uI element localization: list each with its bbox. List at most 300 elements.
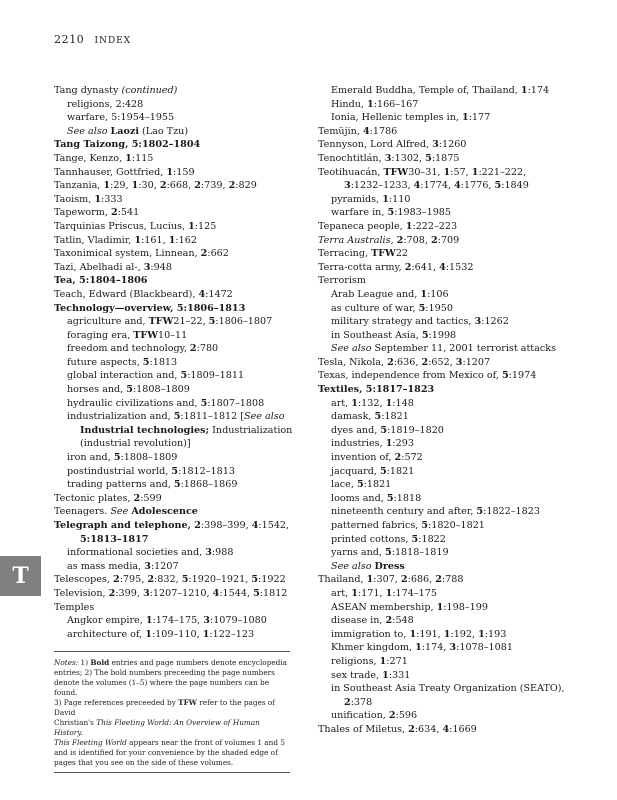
index-subentry [318, 601, 568, 615]
entry-text-run: :1922 [258, 574, 286, 586]
entry-text-run: :662 [207, 248, 229, 260]
entry-text-run: 1 [443, 166, 451, 178]
index-subentry [54, 98, 294, 112]
entry-text-run: :1875 [431, 152, 460, 164]
index-entry [318, 125, 568, 139]
entry-text-run: 5 [425, 152, 432, 164]
entry-text-run: 1 [520, 85, 528, 96]
index-subentry [318, 519, 568, 533]
entry-text-run: :57, [450, 166, 472, 178]
entry-text-run: :162 [175, 234, 197, 246]
entry-text-run: 1 [202, 628, 210, 640]
entry-text-run: 2 [396, 234, 404, 246]
entry-text-run: Emerald Buddha, Temple of, Thailand, [331, 85, 521, 96]
index-subentry [54, 628, 294, 642]
entry-text-run: 1) [78, 658, 91, 667]
entry-text-run: Tannhauser, Gottfried, [54, 166, 167, 178]
entry-text-run: and is identified for your convenience by the shaded edge of [54, 748, 278, 757]
entry-text-run: :1207 [462, 356, 491, 368]
entry-text-run: :1950 [425, 302, 453, 314]
entry-text-run: 1 [382, 193, 389, 205]
index-entry [54, 234, 294, 248]
entry-text-run: denote the volumes (1–5) where the page numbers can be found. [54, 678, 270, 697]
index-entry [318, 723, 568, 737]
entry-text-run: :271 [386, 655, 408, 667]
entry-text-run: :988 [211, 547, 234, 559]
entry-text-run: :221–222, [478, 166, 527, 178]
entry-text-run: :1774, [420, 180, 455, 192]
entry-text-run: 2 [344, 696, 351, 708]
entry-text-run: :780 [196, 343, 219, 355]
entry-text-run: 1 [382, 669, 389, 681]
entry-text-run: :1998 [428, 329, 457, 341]
entry-text-run: 1 [145, 628, 152, 640]
entry-text-run: 2 [159, 180, 167, 192]
entry-text-run: art, [331, 397, 352, 409]
index-subentry [54, 383, 294, 397]
entry-text-run: 5 [142, 356, 150, 368]
index-entry [318, 261, 568, 275]
entry-text-run: :29, [110, 180, 132, 192]
index-entry [318, 369, 568, 383]
entry-text-run: Tarquinias Priscus, Lucius, [54, 220, 189, 232]
entry-text-run: yarns and, [331, 547, 386, 559]
entry-text-run: (industrial revolution)] [80, 438, 191, 450]
entry-text-run: Temples [54, 601, 95, 613]
entry-text-run: :1821 [363, 479, 392, 491]
index-subentry [54, 342, 294, 356]
entry-text-run: :1207 [150, 560, 179, 572]
entry-text-run: :636, [393, 356, 422, 368]
entry-text-run: refer to the pages of David [54, 698, 276, 717]
index-entry [54, 505, 294, 519]
entry-text-run: 5 [111, 112, 118, 124]
entry-text-run: future aspects, [67, 356, 143, 368]
entry-text-run: military strategy and tactics, [331, 316, 475, 328]
entry-text-run: :1868–1869 [180, 479, 238, 491]
entry-text-run: :1974 [508, 370, 537, 382]
entry-text-run: :1818 [393, 492, 422, 504]
index-subentry [318, 206, 568, 220]
entry-text-run: See also [331, 343, 372, 355]
thumb-tab-letter: T [0, 556, 41, 596]
index-subentry [318, 179, 568, 193]
index-subentry [318, 342, 568, 356]
entry-text-run: 21–22, [173, 316, 209, 328]
entry-text-run: 5 [113, 452, 121, 464]
entry-text-run: Bold [90, 658, 110, 667]
entry-text-run: Telegraph and telephone, 2 [54, 520, 201, 531]
entry-text-run: :1302, [391, 152, 426, 164]
index-subentry [318, 315, 568, 329]
entry-text-run: :174 [527, 85, 550, 96]
entry-text-run: See also [331, 560, 372, 572]
entry-text-run: 1 [351, 587, 358, 599]
index-subentry [318, 628, 568, 642]
note-line [54, 758, 290, 768]
index-entry [54, 247, 294, 261]
entry-text-run: See [110, 506, 129, 518]
entry-text-run: entries and page numbers denote encyclopedia [109, 658, 288, 667]
entry-text-run: Taxonimical system, Linnean, [54, 248, 201, 260]
entry-text-run: foraging era, [67, 329, 134, 341]
entry-text-run: :1542, [258, 520, 290, 531]
entry-text-run: 5 [171, 465, 179, 477]
index-subentry [54, 546, 294, 560]
entry-text-run: patterned fabrics, [331, 520, 422, 531]
entry-text-run: Thales of Miletus, [318, 723, 409, 735]
entry-text-run: art, [331, 587, 352, 599]
entry-text-run: Adolescence [131, 506, 198, 518]
index-subentry [318, 84, 568, 98]
entry-text-run: 5 [126, 384, 133, 396]
index-entry [318, 274, 568, 288]
entry-text-run: Terracing, [318, 248, 372, 260]
entry-text-run: 5 [253, 587, 260, 599]
entry-text-run: :1812 [259, 587, 288, 599]
entry-text-run: Tectonic plates, [54, 492, 134, 504]
entry-text-run: :1983–1985 [394, 207, 452, 219]
entry-text-run: :166–167 [373, 98, 419, 110]
entry-text-run: :1808–1809 [120, 452, 178, 464]
entry-text-run: :399, [115, 587, 143, 599]
entry-text-run: :599 [140, 492, 162, 504]
entry-text-run: :541 [117, 207, 140, 219]
entry-text-run: 5 [501, 370, 509, 382]
index-subentry [318, 302, 568, 316]
entry-text-run: TFW [133, 329, 159, 341]
index-entry [318, 234, 568, 248]
entry-text-run: damask, [331, 411, 375, 423]
index-subentry [318, 329, 568, 343]
note-line [54, 668, 290, 678]
entry-text-run: 5 [180, 370, 188, 382]
entry-text-run: iron and, [67, 452, 114, 464]
entry-text-run: 2 [147, 574, 155, 586]
entry-text-run: 5 [173, 479, 181, 491]
entry-text-run: :222–223 [412, 220, 458, 232]
entry-text-run: in Southeast Asia, [331, 329, 422, 341]
note-line [54, 748, 290, 758]
entry-text-run: Laozi [110, 125, 139, 137]
entry-text-run: 5 [494, 180, 502, 192]
entry-text-run: 5 [173, 411, 181, 423]
index-subentry [54, 329, 294, 343]
entry-text-run: 1 [168, 234, 176, 246]
entry-text-run: 4 [251, 520, 259, 531]
index-entry [54, 302, 294, 316]
entry-text-run: 30–31, [408, 166, 444, 178]
entry-text-run: 2 [400, 574, 408, 586]
entry-text-run: 4 [454, 180, 461, 192]
entry-text-run: Tanzania, [54, 180, 104, 192]
entry-text-run: 1 [443, 628, 451, 640]
entry-text-run: 1 [94, 193, 102, 205]
entry-text-run: horses and, [67, 384, 127, 396]
index-entry [54, 206, 294, 220]
entry-text-run: :333 [101, 193, 123, 205]
index-entry [54, 519, 294, 533]
entry-text-run: :1811–1812 [ [180, 411, 245, 423]
index-subentry [318, 533, 568, 547]
entry-text-run: :1078–1081 [456, 642, 513, 654]
index-subentry [54, 125, 294, 139]
entry-text-run: agriculture and, [67, 316, 149, 328]
note-line [54, 658, 290, 668]
entry-text-run: entries; 2) The bold numbers preceeding the page numbers [54, 668, 275, 677]
index-entry [54, 573, 294, 587]
entry-text-run: industrialization and, [67, 411, 174, 423]
entry-text-run: appears near the front of volumes 1 and 5 [126, 738, 285, 747]
entry-text-run: :1808–1809 [132, 384, 190, 396]
entry-text-run: nineteenth century and after, [331, 506, 477, 518]
index-subentry [318, 424, 568, 438]
note-line [54, 698, 290, 718]
entry-text-run: 3 [432, 139, 439, 151]
entry-text-run: Tang dynasty [54, 85, 122, 96]
entry-text-run: 2 [113, 574, 120, 586]
index-entry [54, 179, 294, 193]
entry-text-run: :1821 [386, 465, 415, 477]
entry-text-run: :832, [154, 574, 182, 586]
entry-text-run: 2 [394, 452, 402, 464]
entry-text-run: religions, [331, 655, 380, 667]
entry-text-run: 1 [366, 574, 374, 586]
entry-text-run: 1 [166, 166, 174, 178]
index-subentry [54, 410, 294, 424]
entry-text-run: :193 [484, 628, 507, 640]
entry-text-run: :1818–1819 [391, 547, 449, 559]
index-entry [54, 601, 294, 615]
entry-text-run: 2 [108, 587, 116, 599]
entry-text-run: immigration to, [331, 628, 410, 640]
entry-text-run: Khmer kingdom, [331, 642, 416, 654]
entry-text-run: postindustrial world, [67, 465, 172, 477]
entry-text-run: trading patterns and, [67, 479, 174, 491]
entry-text-run: warfare, [67, 112, 112, 124]
entry-text-run: unification, [331, 710, 389, 722]
entry-text-run: 22 [395, 248, 409, 260]
entry-text-run: global interaction and, [67, 370, 181, 382]
index-entry [54, 152, 294, 166]
entry-text-run: :1786 [369, 125, 398, 137]
entry-text-run: 4 [442, 723, 450, 735]
entry-text-run: 3 [384, 152, 392, 164]
entry-text-run: Temüjin, [318, 125, 363, 137]
entry-text-run: Tang Taizong, 5:1802–1804 [54, 139, 201, 151]
index-subentry [318, 546, 568, 560]
entry-text-run: in Southeast Asia Treaty Organization (SEATO), [331, 683, 565, 695]
index-subentry [318, 682, 568, 696]
entry-text-run: :1822–1823 [483, 506, 540, 518]
entry-text-run: Tapeworm, [54, 207, 111, 219]
index-subentry [318, 696, 568, 710]
entry-text-run: :1232–1233, [350, 180, 414, 192]
entry-text-run: 1 [415, 642, 422, 654]
entry-text-run: 3 [142, 587, 150, 599]
index-subentry [54, 533, 294, 547]
entry-text-run: hydraulic civilizations and, [67, 397, 201, 409]
index-subentry [318, 492, 568, 506]
entry-text-run: 2 [228, 180, 236, 192]
entry-text-run: :1821 [381, 411, 409, 423]
entry-text-run: informational societies and, [67, 547, 206, 559]
entry-text-run: :1776, [460, 180, 495, 192]
entry-text-run: :122–123 [209, 628, 255, 640]
entry-text-run: :548 [392, 615, 414, 627]
entry-text-run: Dress [374, 560, 405, 572]
index-entry [318, 166, 568, 180]
entry-text-run: September 11, 2001 terrorist attacks [371, 343, 556, 355]
entry-text-run: 5 [386, 492, 394, 504]
entry-text-run: :109–110, [151, 628, 203, 640]
entry-text-run: :110 [388, 193, 411, 205]
entry-text-run: :1472 [205, 288, 233, 300]
entry-text-run: 1 [436, 601, 444, 613]
entry-text-run: :1813 [149, 356, 178, 368]
entry-text-run: 1 [385, 397, 393, 409]
entry-text-run: :596 [395, 710, 418, 722]
entry-text-run: lace, [331, 479, 357, 491]
entry-text-run: Terra-cotta army, [318, 261, 405, 273]
entry-text-run: Technology—overview, 5:1806–1813 [54, 302, 246, 314]
entry-text-run: 1 [131, 180, 139, 192]
entry-text-run: 1 [379, 655, 387, 667]
index-entry [54, 220, 294, 234]
index-entry [54, 492, 294, 506]
entry-text-run: :1532 [445, 261, 474, 273]
note-line [54, 718, 290, 738]
entry-text-run: 5 [251, 574, 259, 586]
index-subentry [318, 709, 568, 723]
entry-text-run: Arab League and, [331, 288, 421, 300]
index-subentry [318, 111, 568, 125]
entry-text-run: 1 [385, 438, 393, 450]
entry-text-run: :788 [441, 574, 464, 586]
entry-text-run: :1920–1921, [188, 574, 252, 586]
entry-text-run: Taoism, [54, 193, 95, 205]
entry-text-run: 3 [455, 356, 463, 368]
index-subentry [318, 451, 568, 465]
entry-text-run: 1 [409, 628, 417, 640]
entry-text-run: :331 [388, 669, 411, 681]
entry-text-run: 1 [145, 615, 153, 627]
entry-text-run: 1 [385, 587, 393, 599]
entry-text-run: :1809–1811 [187, 370, 245, 382]
note-line [54, 678, 290, 698]
index-subentry [318, 397, 568, 411]
entry-text-run: TFW [178, 698, 197, 707]
entry-text-run: :174, [421, 642, 450, 654]
entry-text-run: 2 [133, 492, 141, 504]
index-subentry [318, 98, 568, 112]
index-subentry [318, 587, 568, 601]
entry-text-run: Teach, Edward (Blackbeard), [54, 288, 199, 300]
entry-text-run: Ionia, Hellenic temples in, [331, 112, 462, 124]
running-header [54, 33, 131, 49]
entry-text-run: 1 [188, 220, 195, 232]
entry-text-run: :115 [131, 152, 154, 164]
entry-text-run: architecture of, [67, 628, 146, 640]
index-subentry [318, 655, 568, 669]
entry-text-run: Textiles, 5:1817–1823 [318, 384, 435, 396]
entry-text-run: :1849 [501, 180, 529, 192]
entry-text-run: Tea, 5:1804–1806 [54, 275, 148, 287]
entry-text-run: :1807–1808 [207, 397, 265, 409]
entry-text-run: Tazi, Abelhadi al-, [54, 261, 144, 273]
entry-text-run: See also [244, 411, 285, 423]
entry-text-run: Tatlin, Vladimir, [54, 234, 135, 246]
entry-text-run: 1 [462, 112, 469, 124]
entry-text-run: :171, [357, 587, 386, 599]
entry-text-run: :634, [414, 723, 443, 735]
entry-text-run: :1079–1080 [209, 615, 267, 627]
entry-text-run: Terrorism [318, 275, 366, 287]
entry-text-run: :398–399, [200, 520, 252, 531]
entry-text-run: Television, [54, 587, 109, 599]
entry-text-run: :132, [357, 397, 386, 409]
entry-text-run: :1806–1807 [215, 316, 273, 328]
index-entry [54, 261, 294, 275]
entry-text-run: TFW [148, 316, 174, 328]
index-entry [318, 573, 568, 587]
entry-text-run: 10–11 [158, 329, 188, 341]
index-notes [54, 651, 290, 773]
entry-text-run: 2 [388, 710, 396, 722]
entry-text-run: See also [67, 125, 108, 137]
entry-text-run: :174–175 [392, 587, 437, 599]
entry-text-run: freedom and technology, [67, 343, 190, 355]
entry-text-run: pages that you see on the side of these volumes. [54, 758, 234, 767]
entry-text-run: 2 [404, 261, 412, 273]
entry-text-run: Telescopes, [54, 574, 113, 586]
page-number: 2210 [54, 33, 85, 46]
entry-text-run: ASEAN membership, [331, 601, 437, 613]
entry-text-run: 4 [413, 180, 421, 192]
entry-text-run: :739, [200, 180, 229, 192]
index-subentry [54, 478, 294, 492]
entry-text-run: 1 [125, 152, 132, 164]
index-subentry [318, 193, 568, 207]
entry-text-run: :1669 [449, 723, 477, 735]
entry-text-run: :198–199 [443, 601, 488, 613]
entry-text-run: :293 [392, 438, 414, 450]
entry-text-run: 1 [351, 397, 358, 409]
entry-text-run: 5 [181, 574, 189, 586]
entry-text-run: sex trade, [331, 669, 383, 681]
entry-text-run: :307, [373, 574, 401, 586]
entry-text-run: 5 [380, 424, 388, 436]
entry-text-run: TFW [383, 166, 409, 178]
entry-text-run: 4 [362, 125, 370, 137]
entry-text-run: warfare in, [331, 207, 388, 219]
index-subentry [318, 410, 568, 424]
entry-text-run: pyramids, [331, 193, 383, 205]
entry-text-run: :572 [401, 452, 423, 464]
entry-text-run: 2 [189, 343, 197, 355]
entry-text-run: 5:1813–1817 [80, 533, 149, 545]
entry-text-run: 3 [344, 180, 351, 192]
index-subentry [318, 560, 568, 574]
index-subentry [54, 356, 294, 370]
index-entry [54, 193, 294, 207]
entry-text-run: Texas, independence from Mexico of, [318, 370, 502, 382]
entry-text-run: TFW [371, 248, 396, 260]
index-entry [54, 138, 294, 152]
entry-text-run: Christian's [54, 718, 97, 727]
entry-text-run: Tenochtitlán, [318, 152, 385, 164]
entry-text-run: :829 [235, 180, 257, 192]
